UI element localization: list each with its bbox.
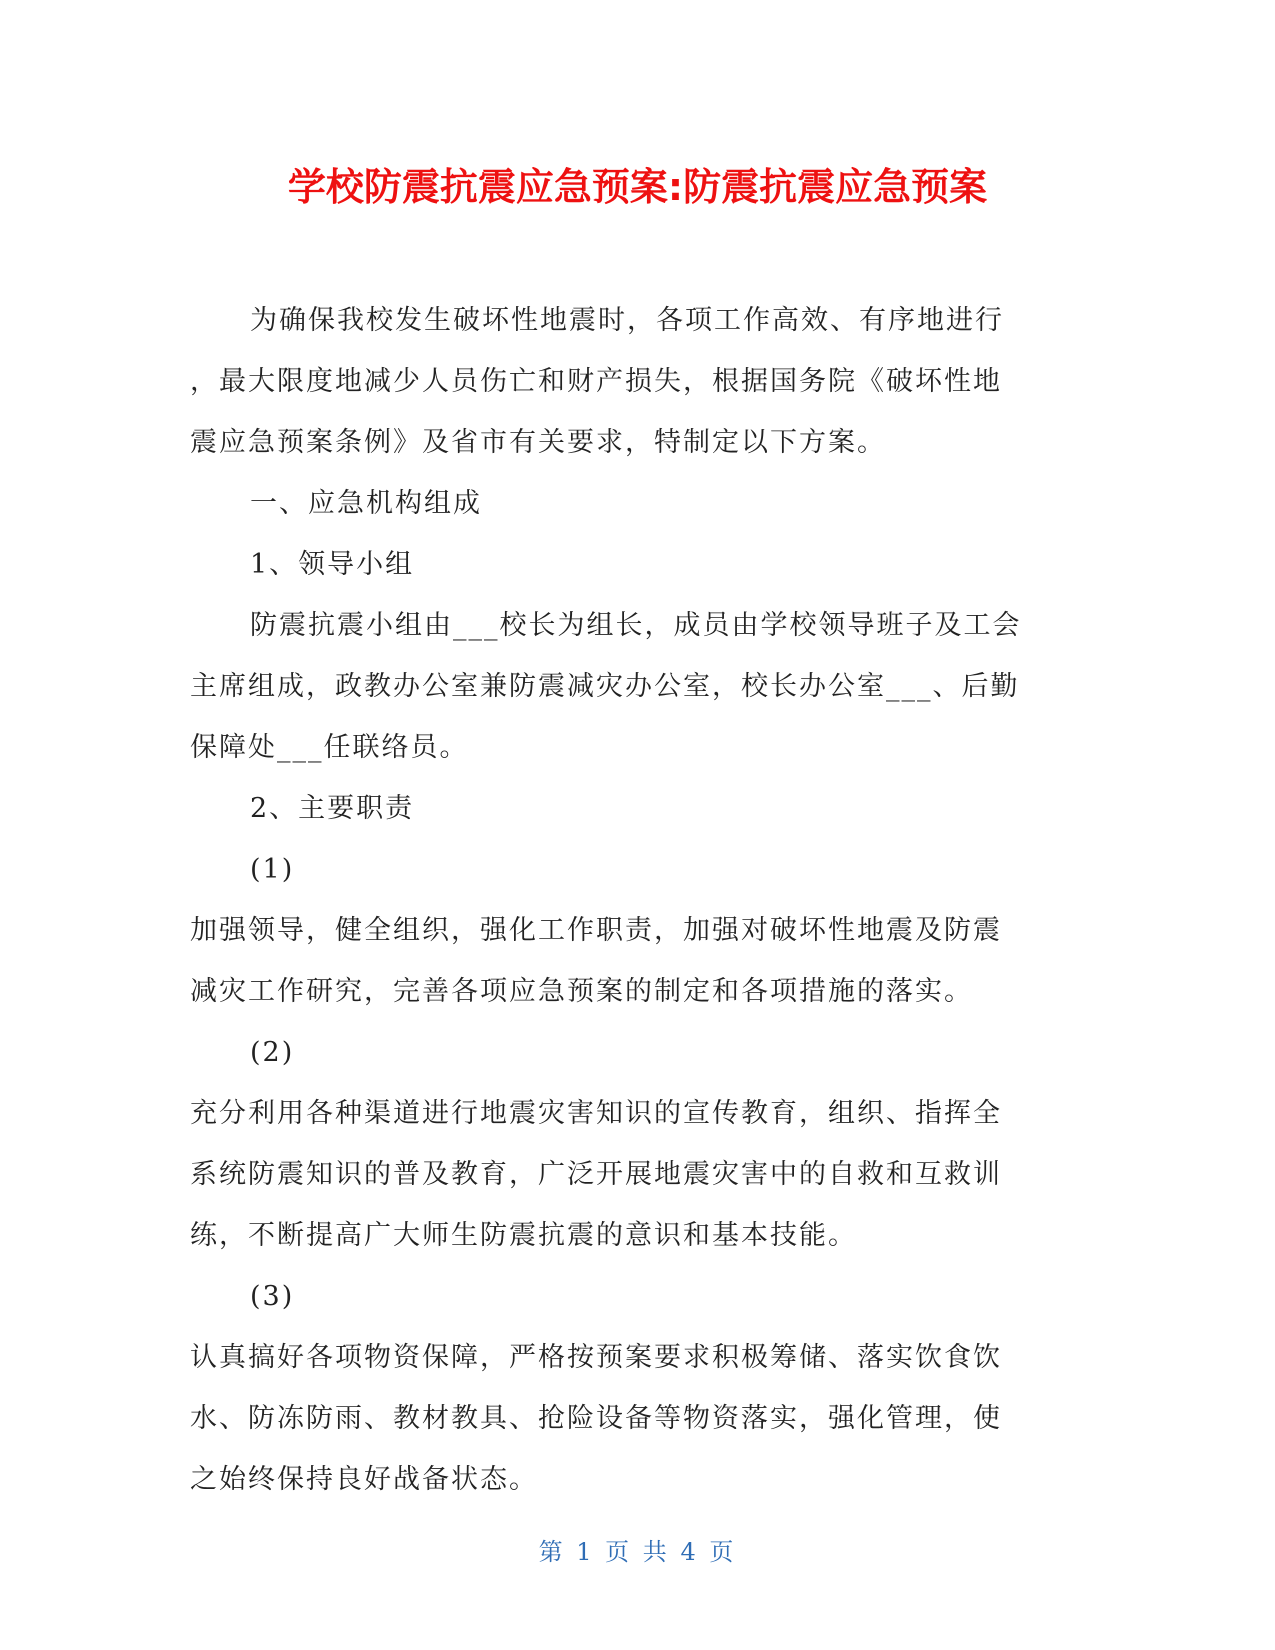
list-number: (2) [250, 1037, 295, 1068]
subsection-heading: 1、领导小组 [250, 549, 415, 580]
paragraph-line: 为确保我校发生破坏性地震时，各项工作高效、有序地进行 [250, 305, 1004, 336]
paragraph-line: 震应急预案条例》及省市有关要求，特制定以下方案。 [190, 427, 886, 458]
paragraph-line: 之始终保持良好战备状态。 [190, 1464, 538, 1495]
paragraph-line: 保障处___任联络员。 [190, 732, 469, 763]
paragraph-line: 减灾工作研究，完善各项应急预案的制定和各项措施的落实。 [190, 976, 973, 1007]
paragraph-line: 加强领导，健全组织，强化工作职责，加强对破坏性地震及防震 [190, 915, 1002, 946]
list-number: (3) [250, 1281, 295, 1312]
page-number-footer: 第 1 页 共 4 页 [538, 1538, 737, 1566]
paragraph-line: 防震抗震小组由___校长为组长，成员由学校领导班子及工会 [250, 610, 1022, 641]
paragraph-line: 充分利用各种渠道进行地震灾害知识的宣传教育，组织、指挥全 [190, 1098, 1002, 1129]
page-title: 学校防震抗震应急预案:防震抗震应急预案 [287, 165, 988, 209]
subsection-heading: 2、主要职责 [250, 793, 415, 824]
list-number: (1) [250, 854, 295, 885]
paragraph-line: 水、防冻防雨、教材教具、抢险设备等物资落实，强化管理，使 [190, 1403, 1002, 1434]
paragraph-line: ，最大限度地减少人员伤亡和财产损失，根据国务院《破坏性地 [190, 366, 1002, 397]
document-body [190, 290, 1090, 1510]
paragraph-line: 认真搞好各项物资保障，严格按预案要求积极筹储、落实饮食饮 [190, 1342, 1002, 1373]
section-heading: 一、应急机构组成 [250, 488, 482, 519]
paragraph-line: 系统防震知识的普及教育，广泛开展地震灾害中的自救和互救训 [190, 1159, 1002, 1190]
paragraph-line: 主席组成，政教办公室兼防震减灾办公室，校长办公室___、后勤 [190, 671, 1020, 702]
paragraph-line: 练，不断提高广大师生防震抗震的意识和基本技能。 [190, 1220, 857, 1251]
